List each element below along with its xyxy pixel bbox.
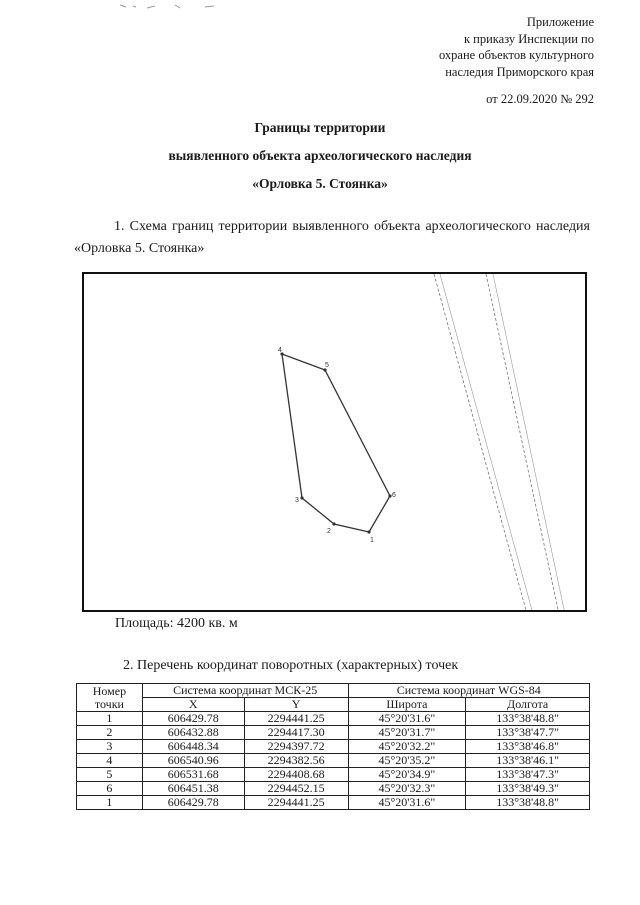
header-text: Номер [92, 683, 127, 698]
cell-lon: 133°38'48.8" [466, 712, 590, 726]
cell-lon: 133°38'47.3" [466, 768, 590, 782]
table-header-row [77, 684, 590, 698]
road-line [440, 274, 533, 612]
cell-lon: 133°38'46.1" [466, 754, 590, 768]
point-label: 5 [325, 362, 329, 369]
cell-x: 606540.96 [142, 754, 244, 768]
section-1-heading: 1. Схема границ территории выявленного объекта археологического наследия «Орловка 5. Стоянка» [74, 219, 590, 256]
document-title-line-3: «Орловка 5. Стоянка» [252, 176, 388, 191]
appendix-line: наследия Приморского края [445, 64, 594, 79]
road-line [486, 274, 559, 612]
cell-number: 3 [77, 740, 143, 754]
cell-lon: 133°38'46.8" [466, 740, 590, 754]
boundary-polygon [282, 354, 390, 532]
cell-y: 2294441.25 [244, 712, 348, 726]
cell-x: 606429.78 [142, 712, 244, 726]
boundary-point [332, 522, 335, 525]
cell-x: 606429.78 [142, 796, 244, 810]
point-label: 4 [278, 347, 282, 354]
point-label: 2 [327, 528, 331, 535]
header-text: точки [94, 696, 124, 711]
cell-y: 2294417.30 [244, 726, 348, 740]
table-row [77, 712, 590, 726]
cell-lat: 45°20'34.9" [348, 768, 466, 782]
cell-number: 1 [77, 796, 143, 810]
appendix-line: к приказу Инспекции по [463, 31, 594, 46]
table-header-row [77, 698, 590, 712]
cell-lat: 45°20'31.6" [348, 796, 466, 810]
boundary-point [367, 530, 370, 533]
cell-lat: 45°20'35.2" [348, 754, 466, 768]
table-row [77, 740, 590, 754]
header-lat: Широта [348, 698, 466, 712]
cell-lon: 133°38'47.7" [466, 726, 590, 740]
cell-lat: 45°20'31.6" [348, 712, 466, 726]
cell-y: 2294452.15 [244, 782, 348, 796]
header-y: Y [244, 698, 348, 712]
appendix-line: охране объектов культурного [438, 48, 594, 62]
header-wgs: Система координат WGS-84 [348, 684, 589, 698]
road-line [493, 274, 565, 612]
point-label: 6 [392, 492, 396, 499]
table-row [77, 768, 590, 782]
cell-x: 606432.88 [142, 726, 244, 740]
coordinates-table [76, 683, 590, 810]
appendix-line: Приложение [526, 15, 594, 29]
cell-lon: 133°38'49.3" [466, 782, 590, 796]
table-row [77, 796, 590, 810]
appendix-block [334, 14, 594, 80]
point-label: 3 [295, 497, 299, 504]
cell-lat: 45°20'32.3" [348, 782, 466, 796]
table-row [77, 754, 590, 768]
cell-y: 2294408.68 [244, 768, 348, 782]
table-row [77, 726, 590, 740]
header-lon: Долгота [466, 698, 590, 712]
header-point-number [77, 684, 143, 712]
cell-lat: 45°20'31.7" [348, 726, 466, 740]
cell-y: 2294397.72 [244, 740, 348, 754]
cell-x: 606448.34 [142, 740, 244, 754]
boundary-scheme [82, 272, 587, 612]
road-line [434, 274, 527, 612]
document-title-line-1: Границы территории [254, 120, 386, 135]
document-title-line-2: выявленного объекта археологического наследия [168, 148, 472, 163]
cell-y: 2294382.56 [244, 754, 348, 768]
cell-lat: 45°20'32.2" [348, 740, 466, 754]
header-msk: Система координат МСК-25 [142, 684, 348, 698]
header-x: X [142, 698, 244, 712]
boundary-point [300, 496, 303, 499]
area-value: Площадь: 4200 кв. м [115, 616, 238, 631]
cell-number: 6 [77, 782, 143, 796]
cell-number: 2 [77, 726, 143, 740]
scan-artifact [115, 2, 225, 12]
cell-y: 2294441.25 [244, 796, 348, 810]
cell-number: 5 [77, 768, 143, 782]
point-label: 1 [370, 537, 374, 544]
scheme-drawing [84, 274, 587, 612]
cell-x: 606451.38 [142, 782, 244, 796]
table-row [77, 782, 590, 796]
cell-number: 1 [77, 712, 143, 726]
section-2-heading: 2. Перечень координат поворотных (характерных) точек [123, 658, 459, 673]
cell-number: 4 [77, 754, 143, 768]
cell-x: 606531.68 [142, 768, 244, 782]
cell-lon: 133°38'48.8" [466, 796, 590, 810]
order-date: от 22.09.2020 № 292 [486, 92, 594, 106]
